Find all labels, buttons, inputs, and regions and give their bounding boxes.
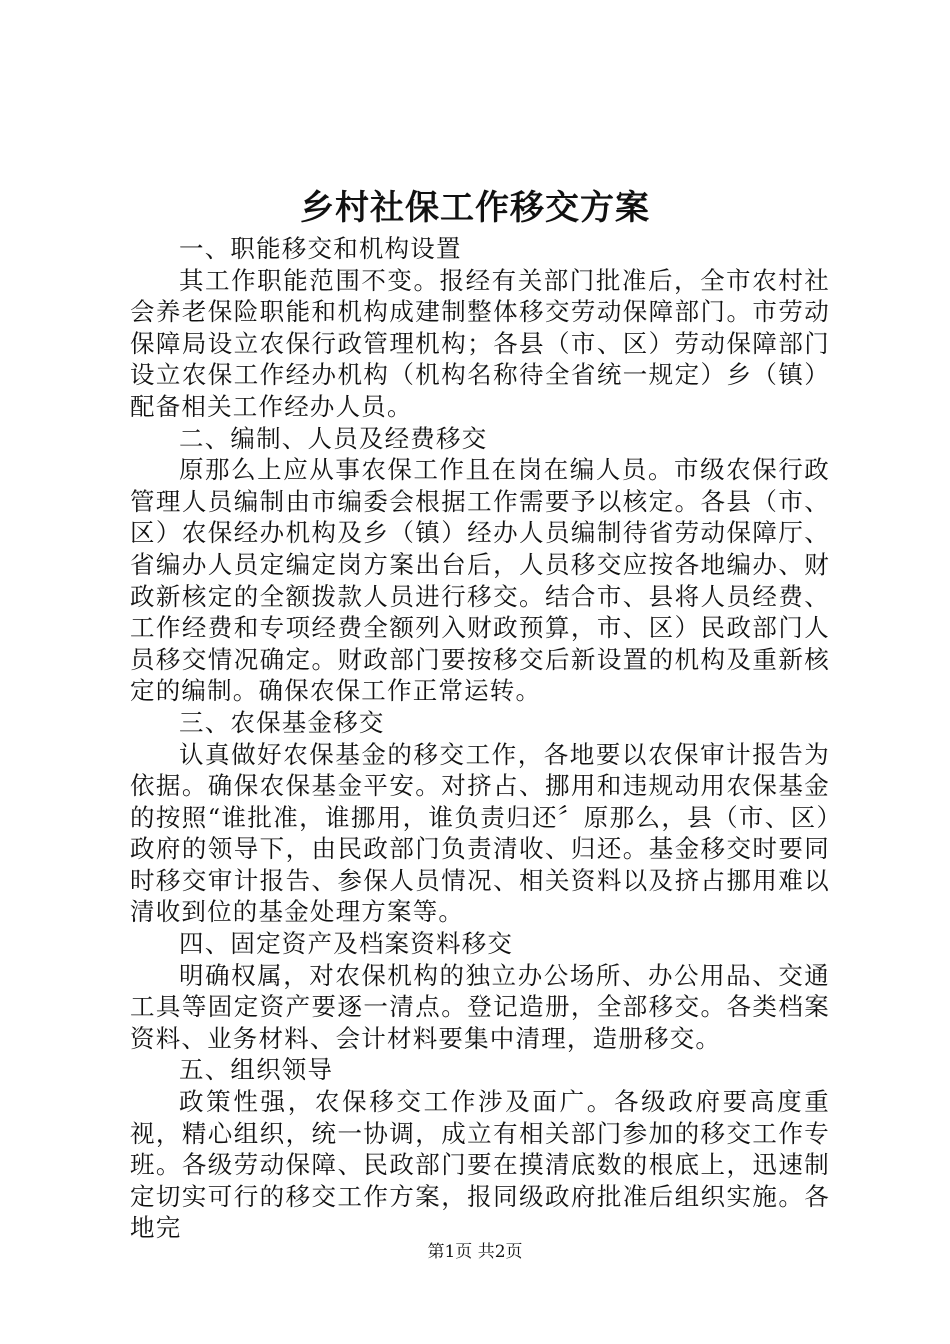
paragraph-3: 认真做好农保基金的移交工作，各地要以农保审计报告为依据。确保农保基金平安。对挤占、挪用和违规动用农保基金的按照“谁批准，谁挪用，谁负责归还〞原那么，县（市、区）政府的领导下，由民政部门负责清收、归还。基金移交时要同时移交审计报告、参保人员情况、相关资料以及挤占挪用难以清收到位的基金处理方案等。 (130, 739, 830, 927)
paragraph-4: 明确权属，对农保机构的独立办公场所、办公用品、交通工具等固定资产要逐一清点。登记造册，全部移交。各类档案资料、业务材料、会计材料要集中清理，造册移交。 (130, 960, 830, 1053)
section-heading-3: 三、农保基金移交 (179, 707, 385, 737)
document-title: 乡村社保工作移交方案 (300, 188, 650, 228)
paragraph-1: 其工作职能范围不变。报经有关部门批准后，全市农村社会养老保险职能和机构成建制整体移交劳动保障部门。市劳动保障局设立农保行政管理机构；各县（市、区）劳动保障部门设立农保工作经办机构（机构名称待全省统一规定）乡（镇）配备相关工作经办人员。 (130, 265, 830, 421)
paragraph-5: 政策性强，农保移交工作涉及面广。各级政府要高度重视，精心组织，统一协调，成立有相关部门参加的移交工作专班。各级劳动保障、民政部门要在摸清底数的根底上，迅速制定切实可行的移交工作方案，报同级政府批准后组织实施。各地完 (130, 1087, 830, 1243)
section-heading-2: 二、编制、人员及经费移交 (179, 423, 488, 453)
page-number-footer: 第1页 共2页 (427, 1242, 523, 1262)
paragraph-2: 原那么上应从事农保工作且在岗在编人员。市级农保行政管理人员编制由市编委会根据工作需要予以核定。各县（市、区）农保经办机构及乡（镇）经办人员编制待省劳动保障厅、省编办人员定编定岗方案出台后，人员移交应按各地编办、财政新核定的全额拨款人员进行移交。结合市、县将人员经费、工作经费和专项经费全额列入财政预算，市、区）民政部门人员移交情况确定。财政部门要按移交后新设置的机构及重新核定的编制。确保农保工作正常运转。 (130, 455, 830, 706)
section-heading-1: 一、职能移交和机构设置 (179, 234, 462, 263)
document-body (130, 233, 830, 1244)
section-heading-4: 四、固定资产及档案资料移交 (179, 929, 514, 959)
section-heading-5: 五、组织领导 (179, 1055, 334, 1085)
